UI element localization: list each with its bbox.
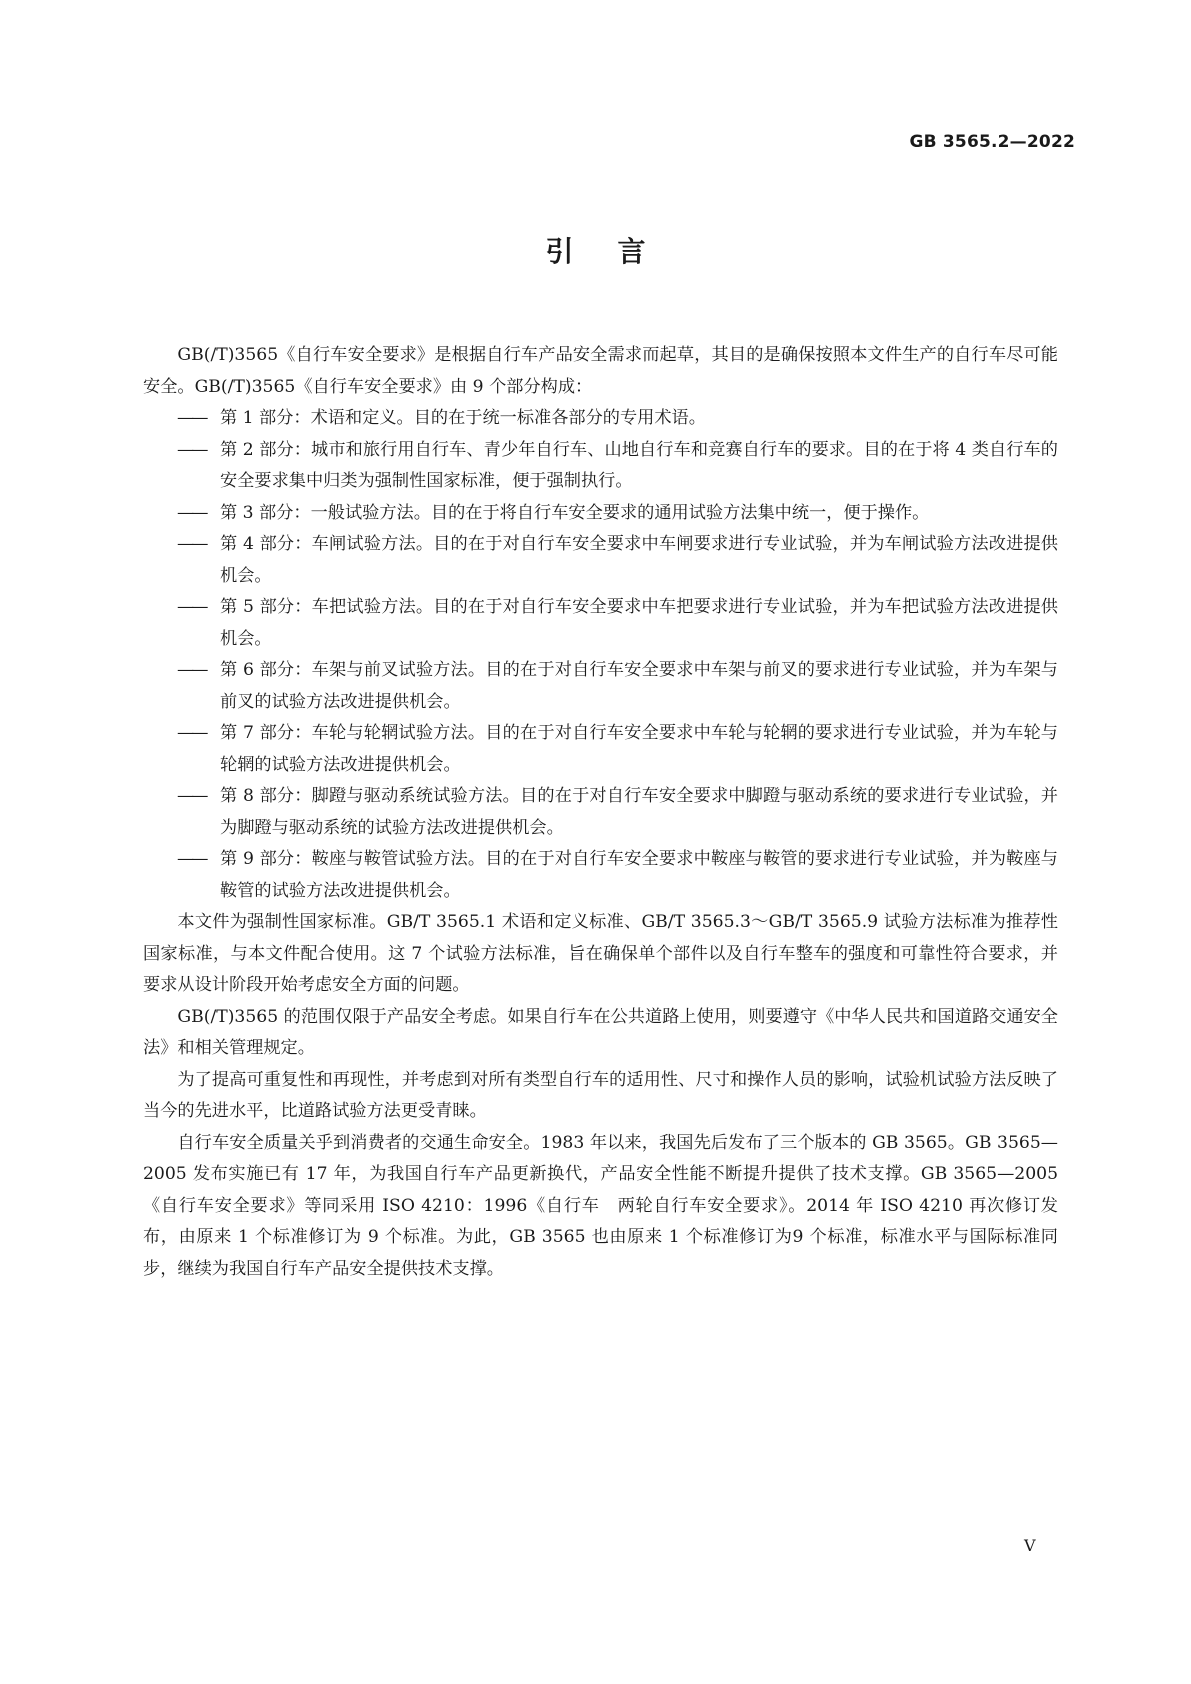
list-dash: —— xyxy=(177,597,206,617)
list-item xyxy=(143,529,1058,592)
document-body xyxy=(143,340,1058,1285)
list-item xyxy=(143,718,1058,781)
list-item xyxy=(143,781,1058,844)
list-dash: —— xyxy=(177,534,206,554)
body-paragraph: 本文件为强制性国家标准。GB/T 3565.1 术语和定义标准、GB/T 3565.3～GB/T 3565.9 试验方法标准为推荐性国家标准，与本文件配合使用。这 7 个试验方法标准，旨在确保单个部件以及自行车整车的强度和可靠性符合要求，并要求从设计阶段开始考虑安全方面的问题。 xyxy=(143,912,1058,995)
body-paragraph: 自行车安全质量关乎到消费者的交通生命安全。1983 年以来，我国先后发布了三个版本的 GB 3565。GB 3565—2005 发布实施已有 17 年，为我国自行车产品更新换代，产品安全性能不断提升提供了技术支撑。GB 3565—2005《自行车安全要求》等同采用 ISO 4210：1996《自行车 两轮自行车安全要求》。2014 年 ISO 4210 再次修订发布，由原来 1 个标准修订为 9 个标准。为此，GB 3565 也由原来 1 个标准修订为9 个标准，标准水平与国际标准同步，继续为我国自行车产品安全提供技术支撑。 xyxy=(143,1132,1058,1279)
list-item-text: 第 7 部分：车轮与轮辋试验方法。目的在于对自行车安全要求中车轮与轮辋的要求进行专业试验，并为车轮与轮辋的试验方法改进提供机会。 xyxy=(220,723,1058,775)
parts-list xyxy=(143,403,1058,907)
body-paragraph: 为了提高可重复性和再现性，并考虑到对所有类型自行车的适用性、尺寸和操作人员的影响，试验机试验方法反映了当今的先进水平，比道路试验方法更受青睐。 xyxy=(143,1069,1058,1121)
list-dash: —— xyxy=(177,660,206,680)
list-item-text: 第 5 部分：车把试验方法。目的在于对自行车安全要求中车把要求进行专业试验，并为车把试验方法改进提供机会。 xyxy=(220,597,1058,649)
list-item xyxy=(143,592,1058,655)
page-title: 引言 xyxy=(545,235,690,268)
standard-number: GB 3565.2—2022 xyxy=(909,132,1075,152)
list-dash: —— xyxy=(177,786,206,806)
body-paragraph: GB(/T)3565 的范围仅限于产品安全考虑。如果自行车在公共道路上使用，则要遵守《中华人民共和国道路交通安全法》和相关管理规定。 xyxy=(143,1006,1058,1058)
list-dash: —— xyxy=(177,502,206,523)
list-dash: —— xyxy=(177,439,206,460)
list-item-text: 第 2 部分：城市和旅行用自行车、青少年自行车、山地自行车和竞赛自行车的要求。目的在于将 4 类自行车的安全要求集中归类为强制性国家标准，便于强制执行。 xyxy=(220,439,1058,491)
list-item-text: 第 9 部分：鞍座与鞍管试验方法。目的在于对自行车安全要求中鞍座与鞍管的要求进行专业试验，并为鞍座与鞍管的试验方法改进提供机会。 xyxy=(220,849,1058,901)
list-item xyxy=(143,498,1058,530)
list-dash: —— xyxy=(177,408,206,428)
list-item-text: 第 3 部分：一般试验方法。目的在于将自行车安全要求的通用试验方法集中统一，便于操作。 xyxy=(220,502,930,523)
list-item-text: 第 4 部分：车闸试验方法。目的在于对自行车安全要求中车闸要求进行专业试验，并为车闸试验方法改进提供机会。 xyxy=(220,534,1058,586)
list-item xyxy=(143,844,1058,907)
list-item xyxy=(143,403,1058,435)
page-number: V xyxy=(1024,1536,1036,1555)
list-dash: —— xyxy=(177,723,206,743)
list-item-text: 第 1 部分：术语和定义。目的在于统一标准各部分的专用术语。 xyxy=(220,408,706,428)
list-dash: —— xyxy=(177,849,206,869)
list-item xyxy=(143,435,1058,498)
list-item xyxy=(143,655,1058,718)
intro-paragraph: GB(/T)3565《自行车安全要求》是根据自行车产品安全需求而起草，其目的是确保按照本文件生产的自行车尽可能安全。GB(/T)3565《自行车安全要求》由 9 个部分构成： xyxy=(143,345,1058,397)
list-item-text: 第 6 部分：车架与前叉试验方法。目的在于对自行车安全要求中车架与前叉的要求进行专业试验，并为车架与前叉的试验方法改进提供机会。 xyxy=(220,660,1058,712)
list-item-text: 第 8 部分：脚蹬与驱动系统试验方法。目的在于对自行车安全要求中脚蹬与驱动系统的要求进行专业试验，并为脚蹬与驱动系统的试验方法改进提供机会。 xyxy=(220,786,1058,838)
